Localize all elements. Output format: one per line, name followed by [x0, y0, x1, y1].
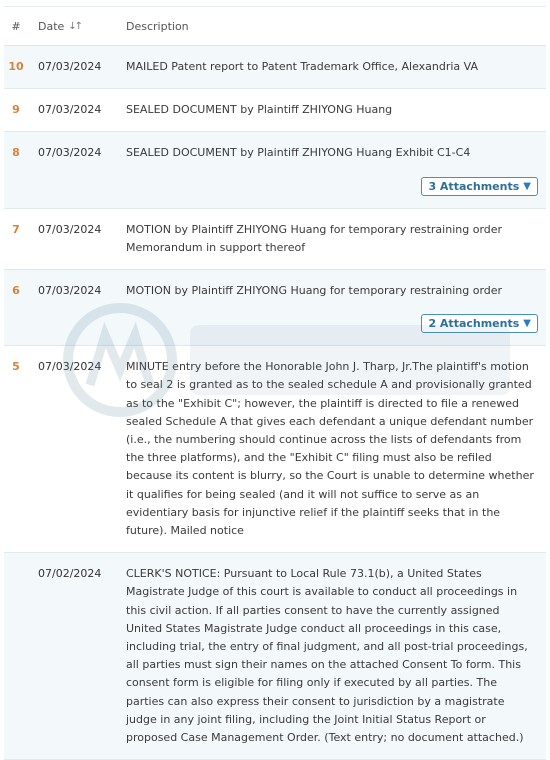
docket-table — [4, 6, 546, 760]
attachments-toggle-button[interactable] — [421, 177, 538, 196]
entry-number: 9 — [12, 103, 20, 117]
entry-date: 07/03/2024 — [38, 284, 102, 298]
table-row — [4, 346, 546, 553]
entry-description: MOTION by Plaintiff ZHIYONG Huang for temporary restraining order Memorandum in support thereof — [126, 222, 503, 254]
entry-number: 8 — [12, 146, 20, 160]
header-description: Description — [126, 19, 189, 33]
entry-number: 6 — [12, 284, 20, 298]
entry-date: 07/03/2024 — [38, 222, 102, 236]
entry-description: MOTION by Plaintiff ZHIYONG Huang for temporary restraining order — [126, 284, 503, 298]
table-row — [4, 209, 546, 270]
attachments-label: 2 Attachments — [428, 317, 520, 331]
entry-description: SEALED DOCUMENT by Plaintiff ZHIYONG Huang — [126, 103, 393, 117]
entry-number: 5 — [12, 360, 20, 374]
attachments-toggle-button[interactable] — [421, 314, 538, 333]
table-row — [4, 553, 546, 760]
header-date[interactable] — [28, 20, 112, 33]
table-row — [4, 270, 546, 346]
entry-description: MINUTE entry before the Honorable John J. Tharp, Jr.The plaintiff's motion to seal 2 is granted as to the sealed schedule A and provisionally granted as to the "Exhibit C"; however, the plaintiff is directed to file a renewed sealed Schedule A that gives each defendant a unique defendant number (i.e., the numbering should continue across the lists of defendants from the three platforms), and the "Exhibit C" filing must also be refiled because its content is blurry, so the Court is unable to determine whether it qualifies for being sealed (and it will not suffice to serve as an evidentiary basis for injunctive relief if the plaintiff seeks that in the future). Mailed notice — [126, 360, 534, 538]
header-date-label: Date — [38, 19, 65, 33]
entry-description: SEALED DOCUMENT by Plaintiff ZHIYONG Huang Exhibit C1-C4 — [126, 146, 471, 160]
entry-date: 07/02/2024 — [38, 567, 102, 581]
table-row — [4, 46, 546, 89]
header-number: # — [11, 19, 21, 33]
table-row — [4, 89, 546, 132]
entry-date: 07/03/2024 — [38, 60, 102, 73]
entry-description: MAILED Patent report to Patent Trademark Office, Alexandria VA — [126, 60, 479, 73]
entry-date: 07/03/2024 — [38, 360, 102, 374]
caret-down-icon: ▼ — [523, 180, 531, 192]
entry-number: 10 — [8, 60, 24, 73]
caret-down-icon: ▼ — [523, 318, 531, 330]
entry-date: 07/03/2024 — [38, 146, 102, 160]
sort-icon[interactable]: ↓↑ — [68, 20, 82, 32]
entry-date: 07/03/2024 — [38, 103, 102, 117]
entry-number: 7 — [12, 222, 20, 236]
table-row — [4, 132, 546, 208]
attachments-label: 3 Attachments — [428, 179, 520, 193]
entry-description: CLERK'S NOTICE: Pursuant to Local Rule 73.1(b), a United States Magistrate Judge of this court is available to conduct all proceedings in this civil action. If all parties consent to have the currently assigned United States Magistrate Judge conduct all proceedings in this case, including trial, the entry of final judgment, and all post-trial proceedings, all parties must sign their names on the attached Consent To form. This consent form is eligible for filing only if executed by all parties. The parties can also express their consent to jurisdiction by a magistrate judge in any joint filing, including the Joint Initial Status Report or proposed Case Management Order. (Text entry; no document attached.) — [126, 567, 528, 745]
table-header — [4, 6, 546, 46]
